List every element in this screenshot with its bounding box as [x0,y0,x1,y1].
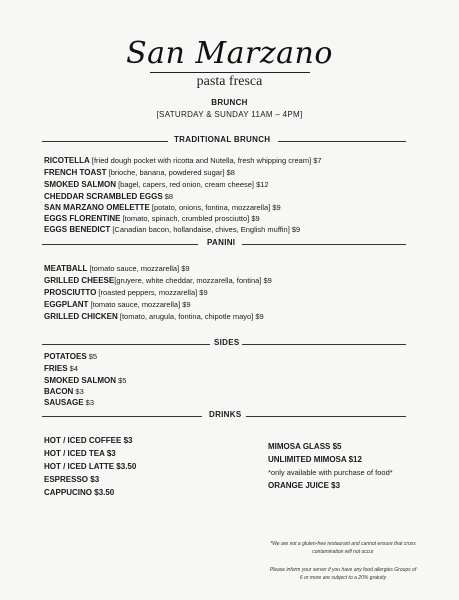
brunch-title: BRUNCH [211,98,248,107]
divider [42,141,168,142]
menu-item: EGGS BENEDICT [Canadian bacon, hollandaise, chives, English muffin] $9 [44,225,301,234]
menu-item: RICOTELLA [fried dough pocket with ricotta and Nutella, fresh whipping cream] $7 [44,156,322,165]
menu-item: FRENCH TOAST [brioche, banana, powdered sugar] $8 [44,168,235,177]
divider [246,416,406,417]
divider [42,416,202,417]
drinks-column-right [268,440,393,492]
menu-item: MEATBALL [tomato sauce, mozzarella] $9 [44,264,190,273]
drink-item: ORANGE JUICE $3 [268,481,341,490]
brunch-hours: [SATURDAY & SUNDAY 11AM – 4PM] [156,110,303,119]
drink-item: HOT / ICED TEA $3 [44,449,116,458]
section-header-drinks [42,410,406,422]
menu-item: POTATOES $5 [44,352,98,361]
menu-item: SAN MARZANO OMELETTE [potato, onions, fontina, mozzarella] $9 [44,203,281,212]
section-header-traditional [42,135,406,147]
section-title: DRINKS [209,410,242,419]
drink-note: *only available with purchase of food* [268,468,393,477]
drink-item: MIMOSA GLASS $5 [268,442,342,451]
logo-underline [150,72,310,73]
section-title: SIDES [214,338,240,347]
divider [42,244,198,245]
menu-item: PROSCIUTTO [roasted peppers, mozzarella] $9 [44,288,208,297]
menu-item: GRILLED CHICKEN [tomato, arugula, fontina, chipotle mayo] $9 [44,312,264,321]
drink-item: HOT / ICED COFFEE $3 [44,436,133,445]
drink-item: HOT / ICED LATTE $3.50 [44,462,137,471]
menu-item: EGGPLANT [tomato sauce, mozzarella] $9 [44,300,191,309]
section-header-panini [42,238,406,250]
drinks-column-left [44,434,136,499]
allergy-notice: Please inform your server if you have any food allergies Groups of 6 or more are subject to a 20% gratuity [269,567,417,581]
divider [42,344,210,345]
restaurant-logo: San Marzano [126,36,333,71]
divider [278,141,406,142]
section-header-sides [42,338,406,350]
drink-item: CAPPUCINO $3.50 [44,488,115,497]
menu-item: CHEDDAR SCRAMBLED EGGS $8 [44,192,174,201]
divider [242,244,406,245]
divider [242,344,406,345]
menu-item: GRILLED CHEESE[gruyere, white cheddar, mozzarella, fontina] $9 [44,276,272,285]
restaurant-subtitle: pasta fresca [196,74,263,89]
menu-item: BACON $3 [44,387,84,396]
drink-item: UNLIMITED MIMOSA $12 [268,455,362,464]
section-title: TRADITIONAL BRUNCH [174,135,271,144]
menu-item: SMOKED SALMON [bagel, capers, red onion, cream cheese] $12 [44,180,269,189]
drink-item: ESPRESSO $3 [44,475,100,484]
menu-item: SMOKED SALMON $5 [44,376,127,385]
gluten-disclaimer: *We are not a gluten-free restaurant and cannot ensure that cross contamination will not occur [270,541,416,555]
menu-item: SAUSAGE $3 [44,398,94,407]
menu-item: FRIES $4 [44,364,78,373]
menu-item: EGGS FLORENTINE [tomato, spinach, crumbled prosciutto] $9 [44,214,260,223]
section-title: PANINI [207,238,236,247]
